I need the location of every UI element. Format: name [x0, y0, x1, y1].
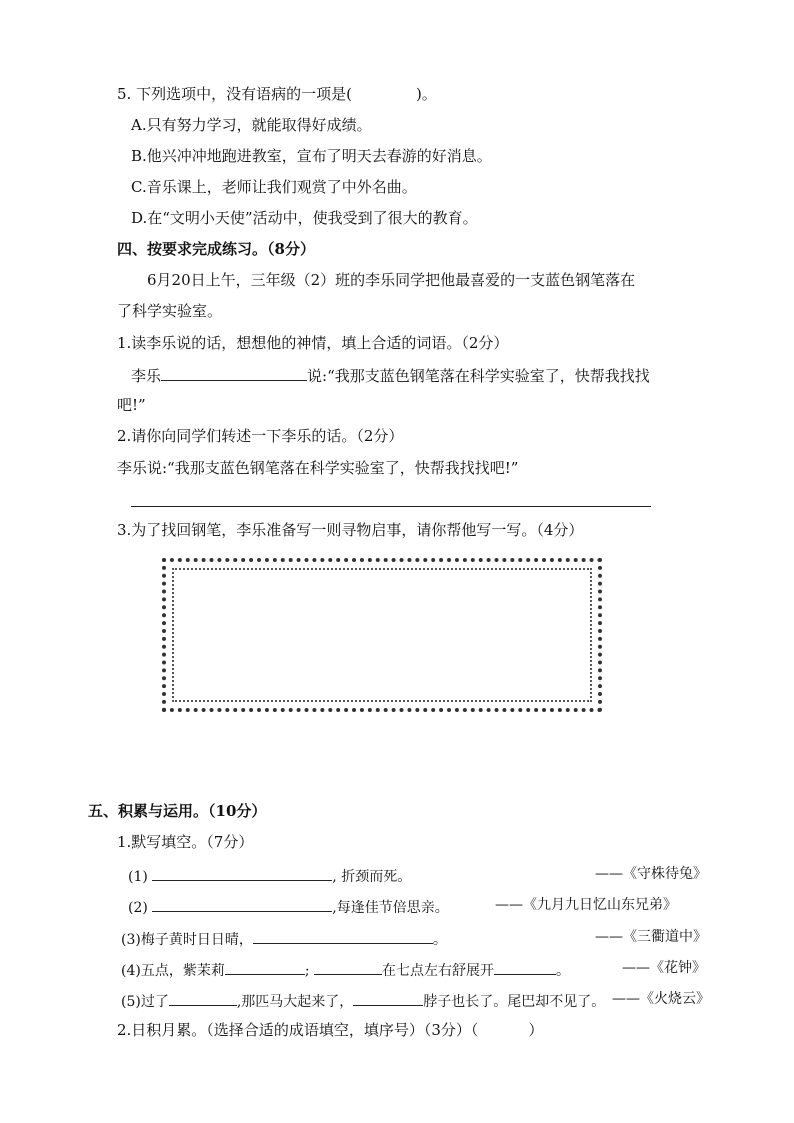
fill-item-1-after: , 折颈而死。	[332, 869, 412, 885]
q5-stem	[117, 84, 437, 104]
section5-q1: 1.默写填空。（7分）	[117, 833, 254, 851]
fill-item-5	[121, 989, 605, 1012]
fill-item-5-source: ——《火烧云》	[612, 991, 710, 1007]
fill-item-4-after: 。	[556, 963, 571, 979]
section4-q1: 1.读李乐说的话，想想他的神情，填上合适的词语。（2分）	[117, 334, 509, 352]
fill-item-2	[128, 895, 449, 918]
fill-item-4-before: 五点，紫茉莉	[140, 963, 225, 979]
fill-item-3-source: ——《三衢道中》	[595, 929, 707, 945]
section4-q2-quote: 李乐说:“我那支蓝色钢笔落在科学实验室了，快帮我找找吧!”	[117, 459, 519, 477]
q5-option-b: B.他兴冲冲地跑进教室，宣布了明天去春游的好消息。	[131, 147, 492, 165]
fill-item-1-blank[interactable]	[152, 864, 332, 881]
fill-item-1	[128, 864, 411, 887]
fill-item-4-mid2: 在七点左右舒展开	[382, 963, 495, 979]
q5-option-a: A.只有努力学习，就能取得好成绩。	[131, 116, 372, 134]
fill-item-5-after: 脖子也长了。尾巴却不见了。	[423, 994, 606, 1010]
section4-q1-cont: 吧!”	[117, 396, 146, 414]
section5-q2-end: ）	[528, 1021, 544, 1039]
fill-item-3-num: (3)	[121, 932, 141, 948]
fill-item-4-source: ——《花钟》	[622, 960, 706, 976]
fill-item-3-before: 梅子黄时日日晴，	[140, 932, 253, 948]
fill-item-4	[121, 958, 570, 981]
fill-item-4-blank-2[interactable]	[314, 958, 382, 975]
fill-item-2-blank[interactable]	[152, 895, 332, 912]
q1-prefix: 李乐	[131, 367, 162, 385]
lost-notice-frame[interactable]	[162, 558, 602, 712]
section4-q3: 3.为了找回钢笔，李乐准备写一则寻物启事，请你帮他写一写。（4分）	[117, 521, 584, 539]
lost-notice-frame-inner	[172, 568, 592, 702]
q2-answer-line[interactable]	[131, 506, 651, 507]
fill-item-5-before: 过了	[140, 994, 169, 1010]
section4-q1-fill	[131, 364, 650, 386]
fill-item-2-after: ,每逢佳节倍思亲。	[332, 900, 449, 916]
q1-suffix: 说:“我那支蓝色钢笔落在科学实验室了，快帮我找找	[307, 367, 650, 385]
section5-q2-text: 2.日积月累。（选择合适的成语填空，填序号）（3分）（	[117, 1021, 479, 1039]
fill-item-1-num: (1)	[128, 869, 148, 885]
fill-item-5-blank-2[interactable]	[353, 989, 423, 1006]
fill-item-3-blank[interactable]	[253, 927, 433, 944]
fill-item-3	[121, 927, 447, 950]
fill-item-3-after: 。	[432, 932, 447, 948]
section4-intro-line1: 6月20日上午，三年级（2）班的李乐同学把他最喜爱的一支蓝色钢笔落在	[147, 271, 636, 289]
section4-q2: 2.请你向同学们转述一下李乐的话。（2分）	[117, 427, 404, 445]
q5-option-c: C.音乐课上，老师让我们观赏了中外名曲。	[131, 178, 417, 196]
fill-item-5-num: (5)	[121, 994, 141, 1010]
section5-heading: 五、积累与运用。（10分）	[88, 802, 267, 820]
section4-intro-line2: 了科学实验室。	[117, 302, 223, 320]
fill-item-4-blank-3[interactable]	[494, 958, 556, 975]
q5-stem-end: )。	[415, 85, 437, 103]
fill-item-5-mid: ,那匹马大起来了，	[236, 994, 354, 1010]
section4-heading: 四、按要求完成练习。（8分）	[117, 240, 315, 258]
q5-stem-text: 5. 下列选项中，没有语病的一项是(	[117, 85, 352, 103]
q5-option-d: D.在“文明小天使”活动中，使我受到了很大的教育。	[131, 209, 478, 227]
fill-item-5-blank-1[interactable]	[169, 989, 237, 1006]
section5-q2	[117, 1020, 543, 1040]
fill-item-4-num: (4)	[121, 963, 141, 979]
q1-blank[interactable]	[161, 364, 307, 381]
fill-item-4-mid: ;	[304, 963, 310, 979]
fill-item-2-source: ——《九月九日忆山东兄弟》	[495, 897, 677, 913]
fill-item-1-source: ——《守株待兔》	[595, 866, 707, 882]
fill-item-2-num: (2)	[128, 900, 148, 916]
fill-item-4-blank-1[interactable]	[225, 958, 305, 975]
